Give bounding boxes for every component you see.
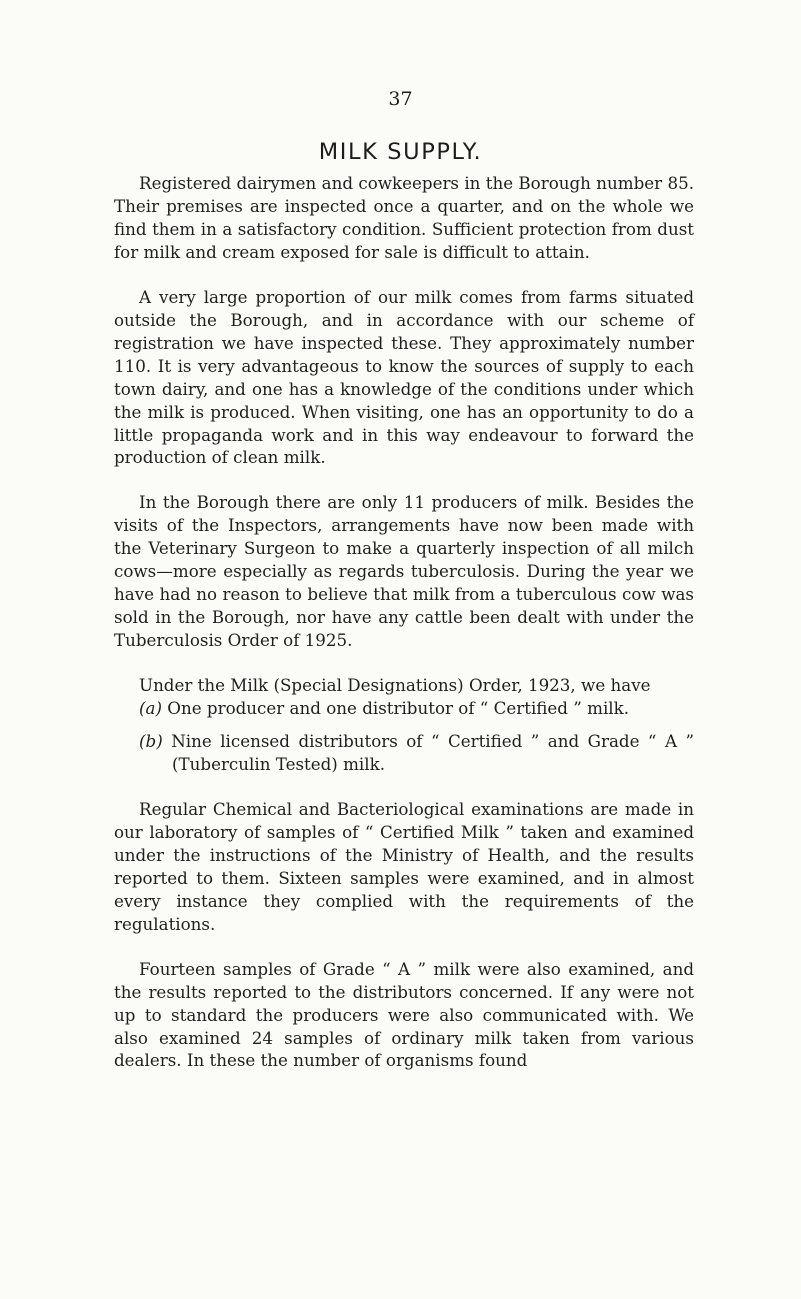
paragraph-grade-a-samples: Fourteen samples of Grade “ A ” milk were also examined, and the results reported to the distributors concerned. If any were not up to standard the producers were also communicated with. We also examined 24 samples of ordinary milk taken from various dealers. In these the number of organisms found bbox=[114, 958, 694, 1071]
paragraph-special-designations: Under the Milk (Special Designations) Order, 1923, we have bbox=[139, 675, 651, 696]
list-text-b: Nine licensed distributors of “ Certified ” and Grade “ A ” (Tuberculin Tested) milk. bbox=[171, 731, 694, 774]
paragraph-registered-dairymen: Registered dairymen and cowkeepers in the Borough number 85. Their premises are inspected once a quarter, and on the whole we find them in a satisfactory condition. Sufficient protection from dust for milk and cream exposed for sale is difficult to attain. bbox=[114, 173, 694, 262]
paragraph-producers-in-borough: In the Borough there are only 11 producers of milk. Besides the visits of the Inspectors, arrangements have now been made with the Veterinary Surgeon to make a quarterly inspection of all milch cows—more especially as regards tuberculosis. During the year we have had no reason to believe that milk from a tuberculous cow was sold in the Borough, nor have any cattle been dealt with under the Tuberculosis Order of 1925. bbox=[114, 492, 694, 651]
designations-list bbox=[114, 697, 694, 776]
paragraph-examinations: Regular Chemical and Bacteriological examinations are made in our laboratory of samples of “ Certified Milk ” taken and examined under the instructions of the Ministry of Health, and the results reported to them. Sixteen samples were examined, and in almost every instance they complied with the requirements of the regulations. bbox=[114, 798, 694, 934]
list-item-a bbox=[114, 697, 694, 720]
list-text-a: One producer and one distributor of “ Certified ” milk. bbox=[167, 698, 630, 719]
paragraph-farms-outside-borough: A very large proportion of our milk comes from farms situated outside the Borough, and in accordance with our scheme of registration we have inspected these. They approximately number 110. It is very advantageous to know the sources of supply to each town dairy, and one has a knowledge of the conditions under which the milk is produced. When visiting, one has an opportunity to do a little propaganda work and in this way endeavour to forward the production of clean milk. bbox=[114, 286, 694, 468]
section-title: MILK SUPPLY. bbox=[318, 139, 483, 165]
list-marker-b: (b) bbox=[139, 731, 163, 752]
list-marker-a: (a) bbox=[139, 698, 162, 719]
list-item-b bbox=[114, 730, 694, 776]
body-text bbox=[114, 172, 694, 1072]
page-number: 37 bbox=[388, 88, 413, 110]
